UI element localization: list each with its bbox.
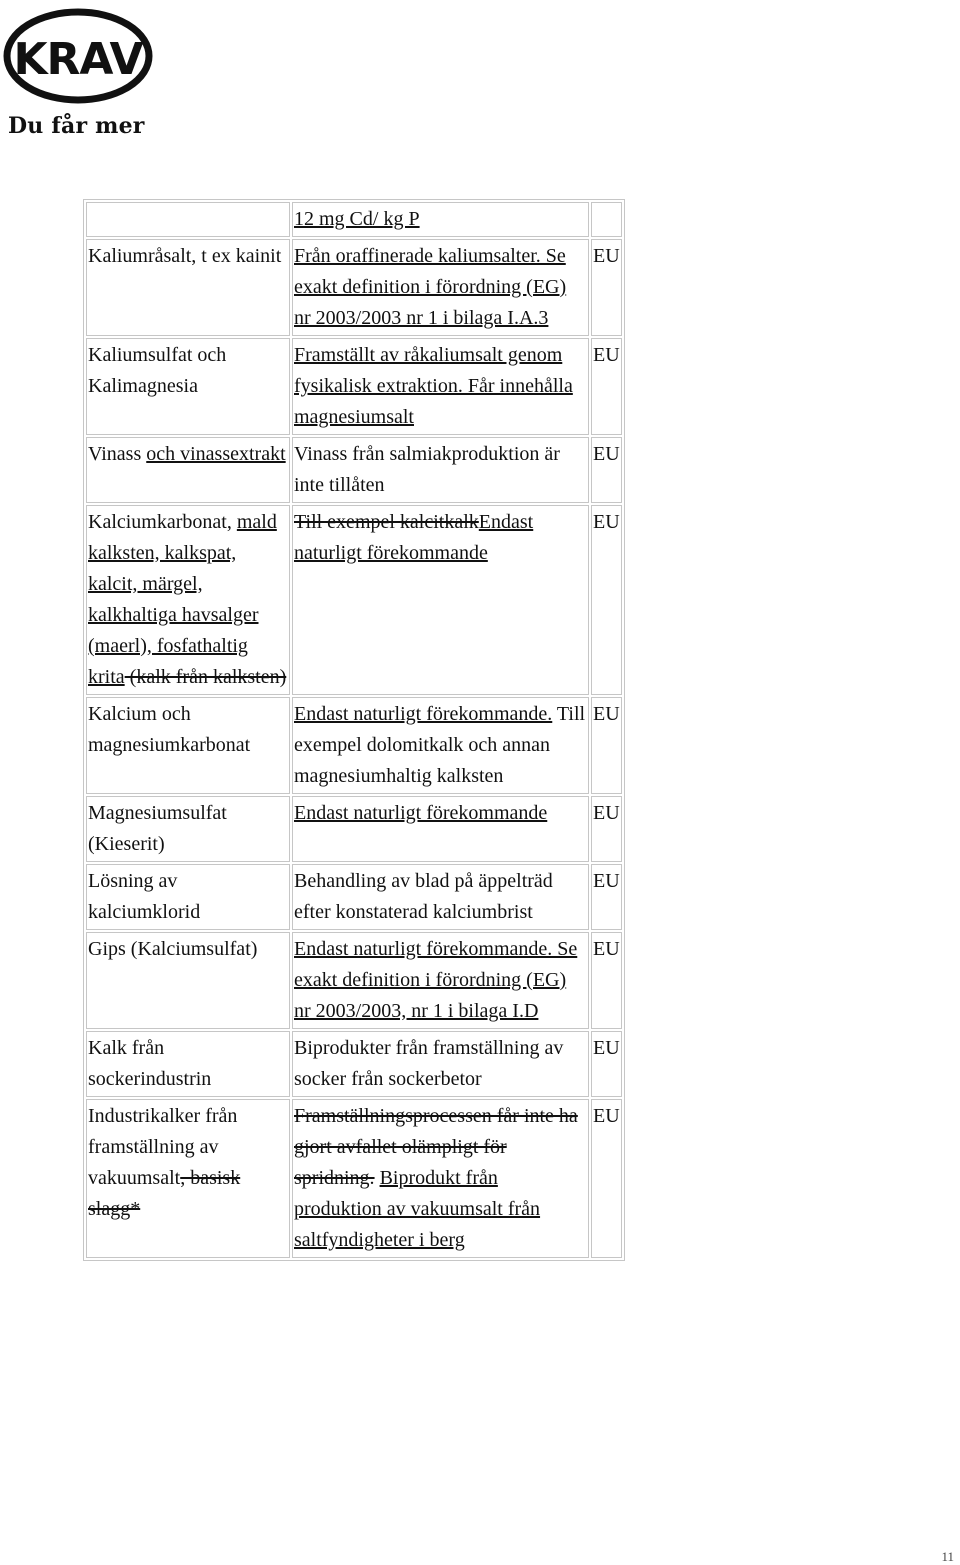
table-row xyxy=(86,239,622,336)
substance-name-cell xyxy=(86,1099,290,1258)
origin-cell: EU xyxy=(591,437,622,503)
description-cell xyxy=(292,1099,589,1258)
origin-cell: EU xyxy=(591,697,622,794)
origin-cell: EU xyxy=(591,1099,622,1258)
name-text: Industrikalker från framställning av vakuumsalt xyxy=(88,1105,238,1189)
description-text: Endast naturligt förekommande xyxy=(294,511,534,564)
table-row xyxy=(86,864,622,930)
name-text: Kalcium och magnesiumkarbonat xyxy=(88,703,251,756)
table-row xyxy=(86,437,622,503)
substance-name-cell xyxy=(86,239,290,336)
description-cell xyxy=(292,239,589,336)
origin-cell: EU xyxy=(591,338,622,435)
description-text: Framställningsprocessen får inte ha gjort avfallet olämpligt för spridning. xyxy=(294,1105,578,1189)
description-cell xyxy=(292,338,589,435)
substance-name-cell xyxy=(86,338,290,435)
origin-cell: EU xyxy=(591,505,622,695)
origin-cell xyxy=(591,202,622,237)
tagline: Du får mer xyxy=(8,113,145,139)
name-text: mald kalksten, kalkspat, kalcit, märgel, kalkhaltiga havsalger (maerl), fosfathaltig krita xyxy=(88,511,277,688)
substance-name-cell xyxy=(86,202,290,237)
substance-name-cell xyxy=(86,796,290,862)
name-text: Kaliumsulfat och Kalimagnesia xyxy=(88,344,227,397)
substance-table xyxy=(83,199,625,1261)
table-row xyxy=(86,1031,622,1097)
table-row xyxy=(86,338,622,435)
table-row xyxy=(86,202,622,237)
substance-name-cell xyxy=(86,932,290,1029)
name-text: och vinassextrakt xyxy=(146,443,286,465)
description-cell xyxy=(292,505,589,695)
substance-name-cell xyxy=(86,1031,290,1097)
origin-cell: EU xyxy=(591,932,622,1029)
description-text: Till exempel dolomitkalk och annan magnesiumhaltig kalksten xyxy=(294,703,586,787)
description-cell xyxy=(292,437,589,503)
description-text: Vinass från salmiakproduktion är inte tillåten xyxy=(294,443,560,496)
description-text: 12 mg Cd/ kg P xyxy=(294,208,420,230)
origin-cell: EU xyxy=(591,864,622,930)
table-row xyxy=(86,1099,622,1258)
substance-name-cell xyxy=(86,505,290,695)
name-text: , basisk slagg* xyxy=(88,1167,241,1220)
name-text: (kalk från kalksten) xyxy=(124,666,287,688)
name-text: Kalk från sockerindustrin xyxy=(88,1037,212,1090)
description-text: Endast naturligt förekommande. xyxy=(294,703,553,725)
substance-name-cell xyxy=(86,697,290,794)
description-cell xyxy=(292,202,589,237)
description-cell xyxy=(292,864,589,930)
origin-cell: EU xyxy=(591,239,622,336)
origin-cell: EU xyxy=(591,796,622,862)
page-number: 11 xyxy=(941,1549,954,1564)
name-text: Vinass xyxy=(88,443,147,465)
description-cell xyxy=(292,1031,589,1097)
description-text: Behandling av blad på äppelträd efter konstaterad kalciumbrist xyxy=(294,870,553,923)
origin-cell: EU xyxy=(591,1031,622,1097)
krav-logo xyxy=(2,4,154,104)
logo-text: KRAV xyxy=(13,34,143,85)
name-text: Gips (Kalciumsulfat) xyxy=(88,938,258,960)
table-row xyxy=(86,505,622,695)
table-row xyxy=(86,932,622,1029)
description-cell xyxy=(292,697,589,794)
name-text: Magnesiumsulfat (Kieserit) xyxy=(88,802,227,855)
table-row xyxy=(86,697,622,794)
description-text: Framställt av råkaliumsalt genom fysikalisk extraktion. Får innehålla magnesiumsalt xyxy=(294,344,573,428)
description-text: Till exempel kalcitkalk xyxy=(294,511,479,533)
substance-name-cell xyxy=(86,437,290,503)
description-text: Endast naturligt förekommande. Se exakt definition i förordning (EG) nr 2003/2003, nr 1 i bilaga I.D xyxy=(294,938,578,1022)
substance-name-cell xyxy=(86,864,290,930)
name-text: Kalciumkarbonat, xyxy=(88,511,237,533)
name-text: Kaliumråsalt, t ex kainit xyxy=(88,245,282,267)
description-text: Biprodukt från produktion av vakuumsalt från saltfyndigheter i berg xyxy=(294,1167,541,1251)
name-text: Lösning av kalciumklorid xyxy=(88,870,201,923)
table-row xyxy=(86,796,622,862)
description-text: Biprodukter från framställning av socker från sockerbetor xyxy=(294,1037,564,1090)
description-text: Endast naturligt förekommande xyxy=(294,802,548,824)
description-cell xyxy=(292,796,589,862)
description-cell xyxy=(292,932,589,1029)
description-text: Från oraffinerade kaliumsalter. Se exakt definition i förordning (EG) nr 2003/2003 nr 1 i bilaga I.A.3 xyxy=(294,245,567,329)
